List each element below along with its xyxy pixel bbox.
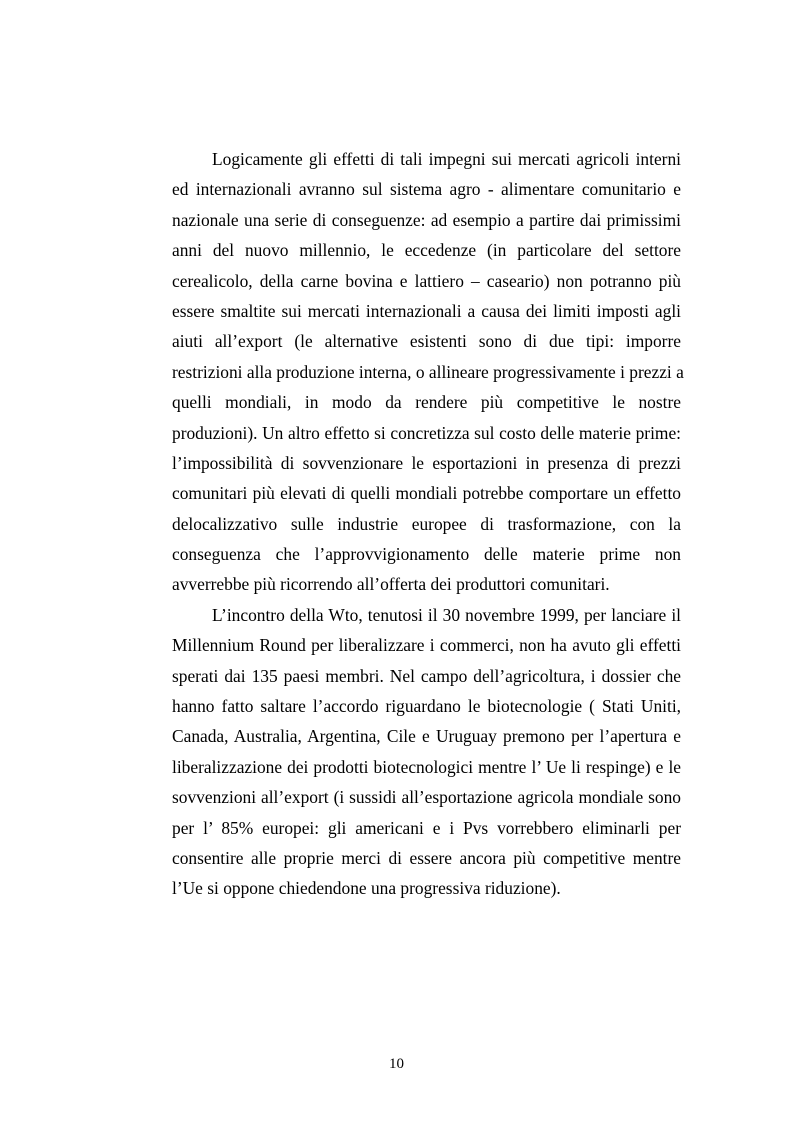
text-line: ed internazionali avranno sul sistema agro - alimentare comunitario e (172, 179, 681, 200)
page-number: 10 (389, 1056, 404, 1072)
text-line: L’incontro della Wto, tenutosi il 30 novembre 1999, per lanciare il (212, 604, 681, 625)
text-line: l’impossibilità di sovvenzionare le esportazioni in presenza di prezzi (172, 452, 681, 473)
paragraph-2 (172, 600, 681, 904)
text-line: essere smaltite sui mercati internazionali a causa dei limiti imposti agli (172, 300, 681, 321)
text-line: Logicamente gli effetti di tali impegni sui mercati agricoli interni (212, 149, 681, 169)
text-line: per l’ 85% europei: gli americani e i Pvs vorrebbero eliminarli per (172, 817, 681, 838)
text-line: anni del nuovo millennio, le eccedenze (in particolare del settore (172, 240, 681, 261)
text-line: avverrebbe più ricorrendo all’offerta dei produttori comunitari. (172, 574, 610, 595)
text-line: sovvenzioni all’export (i sussidi all’esportazione agricola mondiale sono (172, 787, 681, 808)
text-line: liberalizzazione dei prodotti biotecnologici mentre l’ Ue li respinge) e le (172, 756, 681, 777)
text-line: quelli mondiali, in modo da rendere più competitive le nostre (172, 392, 681, 413)
text-line: Canada, Australia, Argentina, Cile e Uruguay premono per l’apertura e (172, 726, 681, 747)
text-line: l’Ue si oppone chiedendone una progressiva riduzione). (172, 878, 561, 899)
text-line: produzioni). Un altro effetto si concretizza sul costo delle materie prime: (172, 422, 681, 443)
text-line: consentire alle proprie merci di essere ancora più competitive mentre (172, 847, 681, 868)
text-line: cerealicolo, della carne bovina e lattiero – caseario) non potranno più (172, 270, 681, 291)
text-line: comunitari più elevati di quelli mondiali potrebbe comportare un effetto (172, 483, 681, 504)
text-line: hanno fatto saltare l’accordo riguardano le biotecnologie ( Stati Uniti, (172, 696, 681, 717)
paragraph-1 (172, 144, 684, 600)
text-line: sperati dai 135 paesi membri. Nel campo dell’agricoltura, i dossier che (172, 665, 681, 686)
text-line: Millennium Round per liberalizzare i commerci, non ha avuto gli effetti (172, 635, 681, 656)
body-text (172, 144, 684, 904)
text-line: aiuti all’export (le alternative esistenti sono di due tipi: imporre (172, 331, 681, 352)
text-line: nazionale una serie di conseguenze: ad esempio a partire dai primissimi (172, 209, 681, 230)
text-line: conseguenza che l’approvvigionamento delle materie prime non (172, 544, 681, 565)
text-line: delocalizzativo sulle industrie europee di trasformazione, con la (172, 513, 681, 534)
text-line: restrizioni alla produzione interna, o allineare progressivamente i prezzi a (172, 361, 684, 382)
